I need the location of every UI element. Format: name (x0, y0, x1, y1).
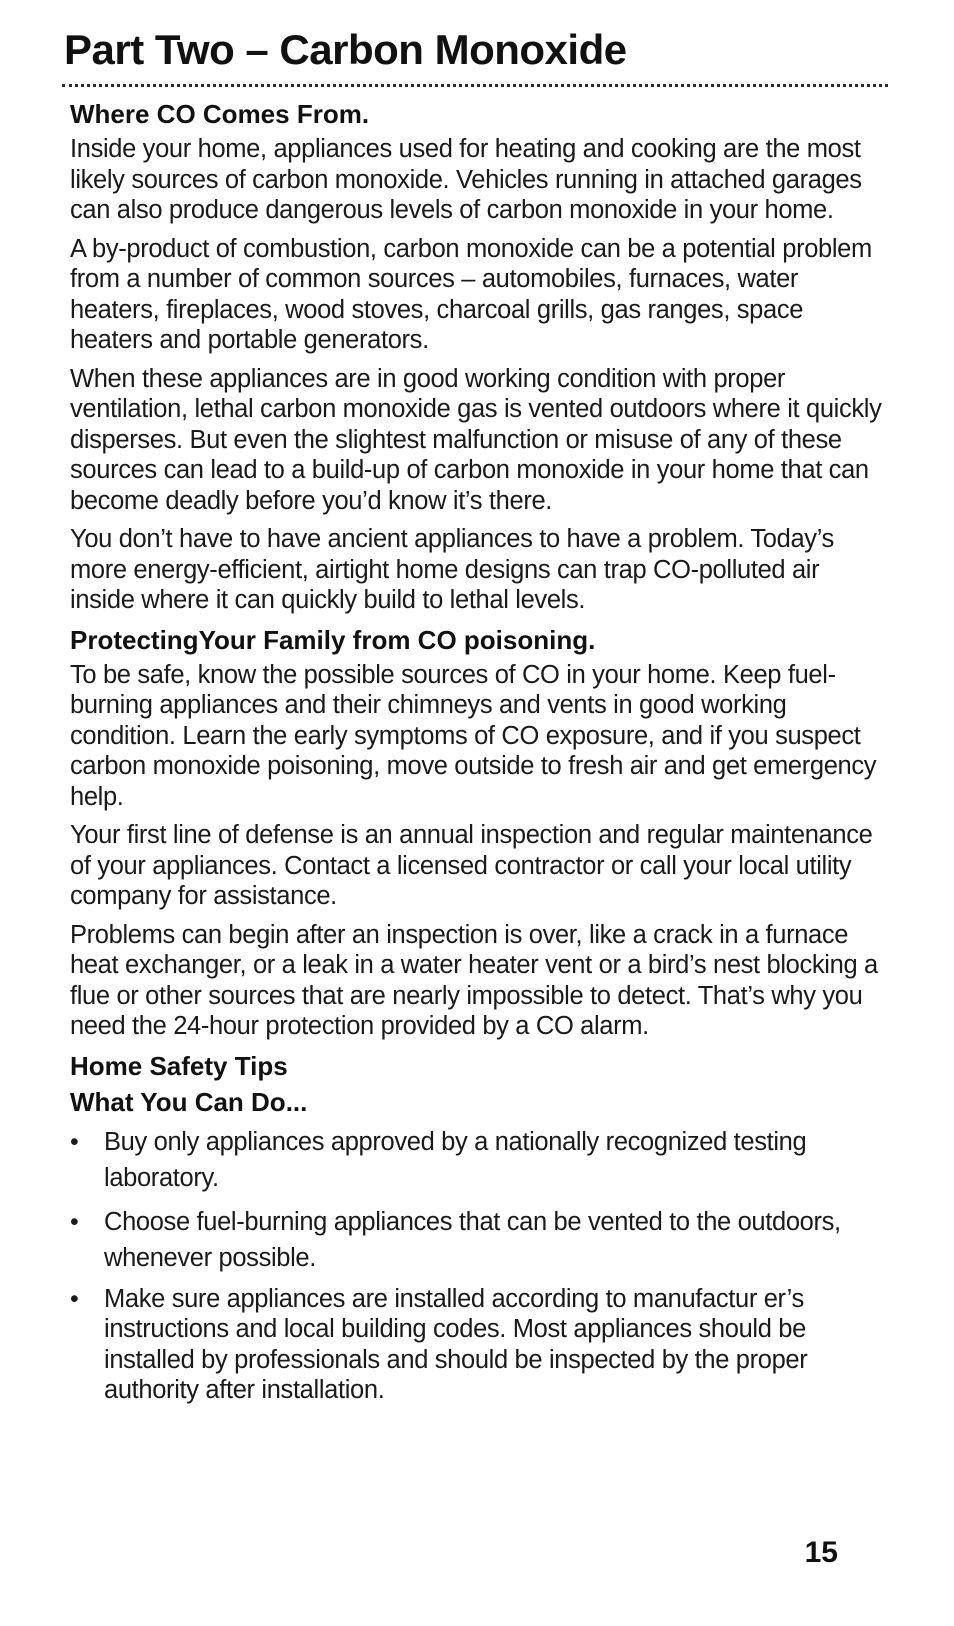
paragraph: You don’t have to have ancient appliances to have a problem. Today’s more energy-efficient, airtight home designs can trap CO-polluted air inside where it can quickly build to lethal levels. (70, 525, 834, 614)
page-title: Part Two – Carbon Monoxide (64, 26, 627, 73)
tips-list (70, 1124, 890, 1406)
section-where-co-comes-from (70, 96, 890, 616)
list-item-text: Choose fuel-burning appliances that can be vented to the outdoors, whenever possible. (104, 1207, 841, 1272)
bullet-icon: • (70, 1127, 79, 1156)
list-item-text: Buy only appliances approved by a nationally recognized testing laboratory. (104, 1127, 807, 1192)
section-home-safety-tips (70, 1048, 890, 1406)
page-number: 15 (804, 1536, 838, 1569)
bullet-icon: • (70, 1207, 79, 1236)
list-item (70, 1204, 890, 1276)
section-heading-protecting: ProtectingYour Family from CO poisoning. (70, 624, 596, 655)
list-item (70, 1284, 890, 1406)
paragraph: Inside your home, appliances used for heating and cooking are the most likely sources of carbon monoxide. Vehicles running in attached garages can also produce dangerous levels of carbon monoxide in your home. (70, 135, 862, 224)
paragraph: When these appliances are in good working condition with proper ventilation, lethal carbon monoxide gas is vented outdoors where it quickly disperses. But even the slightest malfunction or misuse of any of these sources can lead to a build-up of carbon monoxide in your home that can become deadly before you’d know it’s there. (70, 364, 882, 515)
list-item (70, 1124, 890, 1196)
paragraph: Problems can begin after an inspection is over, like a crack in a furnace heat exchanger, or a leak in a water heater vent or a bird’s nest blocking a flue or other sources that are nearly impossible to detect. That’s why you need the 24-hour protection provided by a CO alarm. (70, 920, 878, 1040)
section-protecting-family (70, 622, 890, 1042)
section-heading-where-co: Where CO Comes From. (70, 99, 370, 129)
page-content (70, 96, 890, 1414)
paragraph: A by-product of combustion, carbon monoxide can be a potential problem from a number of common sources – automobiles, furnaces, water heaters, fireplaces, wood stoves, charcoal grills, gas ranges, space heaters and portable generators. (70, 234, 872, 354)
bullet-icon: • (70, 1284, 79, 1313)
dotted-divider (62, 84, 888, 87)
list-item-text: Make sure appliances are installed according to manufactur er’s instructions and local building codes. Most appliances should be installed by professionals and should be inspected by the proper authority after installation. (104, 1284, 808, 1404)
paragraph: Your first line of defense is an annual inspection and regular maintenance of your appliances. Contact a licensed contractor or call your local utility company for assistance. (70, 821, 873, 910)
section-subheading-what-you-can-do: What You Can Do... (70, 1086, 308, 1117)
paragraph: To be safe, know the possible sources of CO in your home. Keep fuel-burning appliances and their chimneys and vents in good working condition. Learn the early symptoms of CO exposure, and if you suspect carbon monoxide poisoning, move outside to fresh air and get emergency help. (70, 660, 877, 811)
section-heading-tips: Home Safety Tips (70, 1050, 288, 1081)
